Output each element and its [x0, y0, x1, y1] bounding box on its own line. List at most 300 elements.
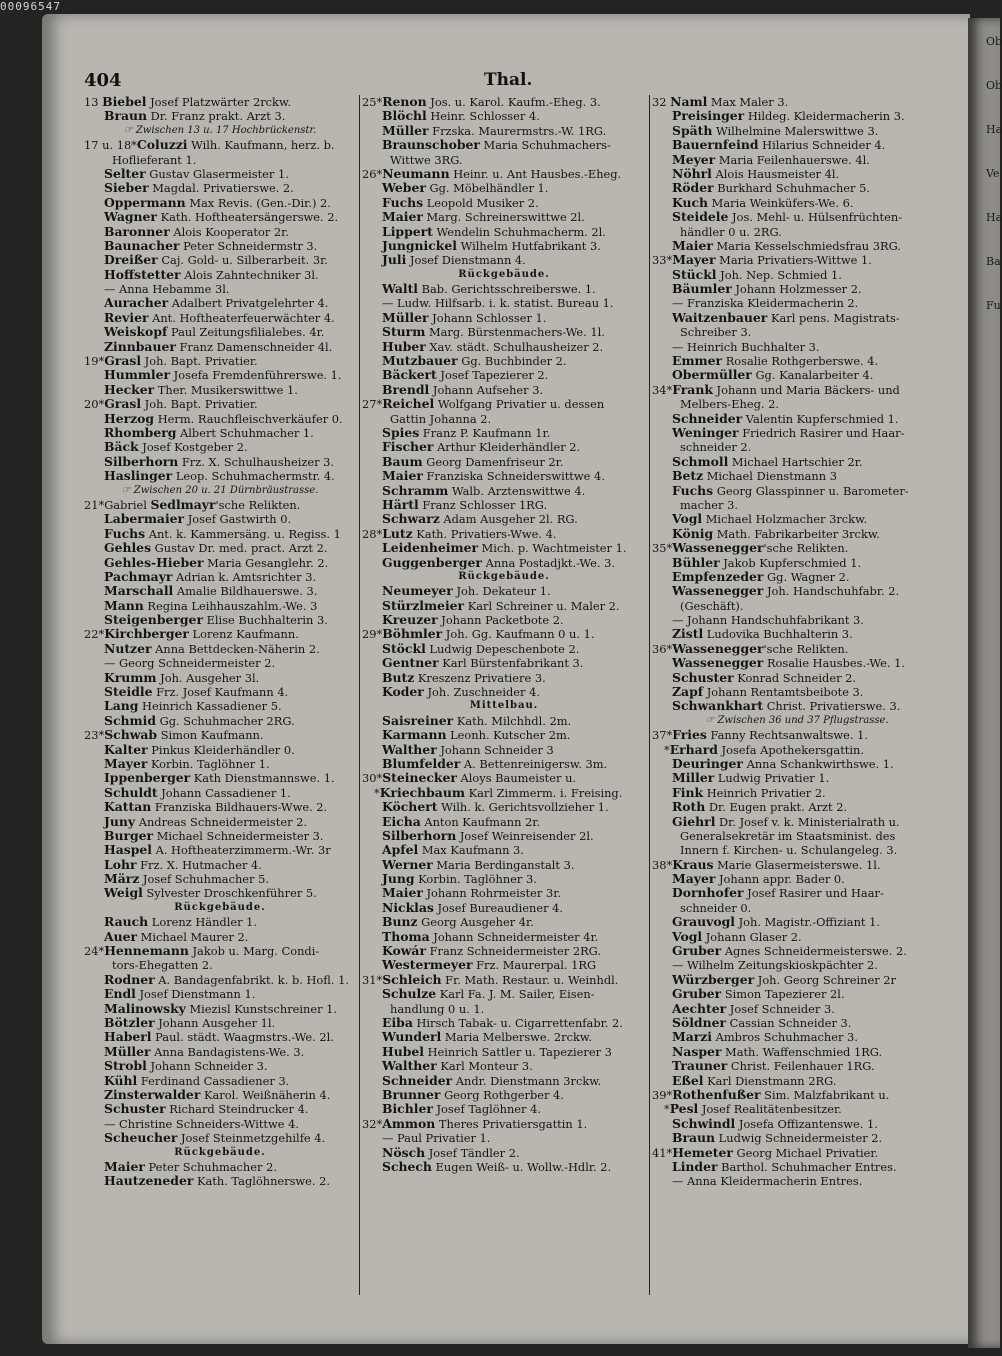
entry-details: Pinkus Kleiderhändler 0.	[147, 742, 295, 757]
directory-entry	[84, 1131, 356, 1145]
directory-entry	[652, 412, 942, 426]
entry-details: Caj. Gold- u. Silberarbeit. 3r.	[157, 253, 328, 268]
facing-page-fragment: Ob	[986, 79, 1002, 92]
directory-entry	[362, 1088, 646, 1102]
directory-entry	[84, 311, 356, 325]
entry-details: Innern f. Kirchen- u. Schulangeleg. 3.	[680, 843, 898, 858]
directory-entry	[362, 901, 646, 915]
resident-name: Silberhorn	[104, 453, 179, 469]
directory-entry	[652, 815, 942, 829]
entry-details: Georg Damenfriseur 2r.	[422, 454, 564, 469]
resident-name: Dornhofer	[672, 885, 744, 901]
resident-name: Kreuzer	[382, 612, 438, 628]
entry-details: — Ludw. Hilfsarb. i. k. statist. Bureau 1.	[382, 296, 614, 311]
entry-details: Hilarius Schneider 4.	[758, 138, 886, 153]
directory-entry	[362, 743, 646, 757]
resident-name: Naml	[670, 94, 708, 109]
entry-details: Andr. Dienstmann 3rckw.	[452, 1073, 602, 1088]
entry-details: Frz. X. Hutmacher 4.	[136, 857, 262, 872]
entry-details: handlung 0 u. 1.	[390, 1001, 485, 1016]
entry-details: — Anna Kleidermacherin Entres.	[672, 1174, 863, 1189]
resident-name: Gruber	[672, 943, 722, 959]
directory-entry	[652, 340, 942, 354]
entry-details: Frz. X. Schulhausheizer 3.	[178, 454, 335, 469]
entry-details: Elise Buchhalterin 3.	[202, 613, 328, 628]
directory-entry	[362, 786, 646, 800]
directory-entry	[362, 829, 646, 843]
resident-name: Böhmler	[382, 626, 443, 642]
directory-entry	[652, 397, 942, 411]
entry-details: 'sche Relikten.	[763, 541, 849, 556]
entry-details: Josef Weinreisender 2l.	[456, 828, 594, 843]
directory-entry	[652, 570, 942, 584]
resident-name: Späth	[672, 122, 713, 138]
resident-name: Thoma	[382, 928, 430, 944]
resident-name: Kalter	[104, 741, 148, 757]
house-number: *	[664, 1102, 670, 1117]
entry-details: Josefa Offizantenswe. 1.	[735, 1116, 878, 1131]
directory-entry	[84, 512, 356, 526]
directory-entry	[652, 138, 942, 152]
directory-column-3	[652, 95, 942, 1300]
resident-name: Rodner	[104, 971, 155, 987]
directory-entry	[362, 958, 646, 972]
house-number: 24*	[84, 944, 105, 959]
entry-details: Maria Berdinganstalt 3.	[432, 857, 575, 872]
directory-entry	[652, 484, 942, 498]
resident-name: Schech	[382, 1158, 432, 1174]
facing-page-fragment: Ha	[986, 211, 1002, 224]
running-head: Thal.	[484, 70, 533, 90]
entry-details: Mich. p. Wachtmeister 1.	[477, 541, 627, 556]
directory-entry	[362, 642, 646, 656]
directory-entry	[362, 771, 646, 785]
entry-details: Karl Dienstmann 2RG.	[703, 1073, 837, 1088]
directory-entry	[362, 354, 646, 368]
directory-entry	[652, 253, 942, 267]
directory-entry	[652, 512, 942, 526]
entry-details: Joh. Bapt. Privatier.	[141, 397, 258, 412]
directory-entry	[84, 800, 356, 814]
house-number: 28*	[362, 526, 383, 541]
directory-entry	[84, 757, 356, 771]
entry-details: Ther. Musikerswittwe 1.	[154, 382, 298, 397]
entry-details: Heinrich Kassadiener 5.	[138, 699, 282, 714]
resident-name: Bühler	[672, 554, 720, 570]
entry-details: Michael Holzmacher 3rckw.	[702, 512, 868, 527]
entry-details: Joh. Dekateur 1.	[452, 584, 551, 599]
resident-name: Brunner	[382, 1086, 441, 1102]
resident-name: Jungnickel	[382, 237, 457, 253]
directory-entry	[84, 786, 356, 800]
directory-entry	[84, 771, 356, 785]
house-number: 30*	[362, 771, 383, 786]
entry-details: Dr. Josef v. k. Ministerialrath u.	[715, 814, 900, 829]
resident-name: Endl	[104, 986, 136, 1002]
resident-name: Fink	[672, 784, 704, 800]
directory-entry	[652, 656, 942, 670]
entry-details: Kath. Taglöhnerswe. 2.	[193, 1174, 331, 1189]
directory-entry	[362, 498, 646, 512]
resident-name: Zinsterwalder	[104, 1086, 201, 1102]
entry-details: Walb. Arztenswittwe 4.	[448, 483, 586, 498]
directory-entry	[362, 987, 646, 1001]
directory-entry	[652, 1131, 942, 1145]
resident-name: Eicha	[382, 813, 421, 829]
directory-entry	[362, 455, 646, 469]
directory-entry	[652, 109, 942, 123]
entry-details: Maria Kesselschmiedsfrau 3RG.	[712, 238, 901, 253]
directory-entry	[84, 469, 356, 483]
entry-details: Ludwig Schneidermeister 2.	[715, 1131, 883, 1146]
house-number: 20*	[84, 397, 105, 412]
entry-details: Anna Bandagistens-We. 3.	[150, 1044, 305, 1059]
entry-details: Joh. Zuschneider 4.	[423, 685, 540, 700]
directory-entry	[362, 613, 646, 627]
resident-name: Söldner	[672, 1015, 727, 1030]
resident-name: Gruber	[672, 986, 722, 1002]
entry-details: Math. Waffenschmied 1RG.	[721, 1044, 883, 1059]
directory-entry	[652, 829, 942, 843]
resident-name: Neumeyer	[382, 583, 453, 599]
entry-details: Josef Realitätenbesitzer.	[698, 1102, 842, 1117]
directory-entry	[362, 440, 646, 454]
directory-entry	[84, 268, 356, 282]
resident-name: Sieber	[104, 180, 149, 196]
directory-entry	[362, 1059, 646, 1073]
entry-details: Georg Glasspinner u. Barometer-	[713, 483, 909, 498]
directory-entry	[362, 1131, 646, 1145]
section-heading: Rückgebäude.	[458, 268, 550, 280]
resident-name: Schwindl	[672, 1115, 736, 1131]
directory-entry	[84, 584, 356, 598]
entry-details: Adam Ausgeher 2l. RG.	[439, 512, 578, 527]
resident-name: Neumann	[382, 165, 450, 181]
entry-details: Johann appr. Bader 0.	[715, 872, 845, 887]
resident-name: Brendl	[382, 381, 430, 397]
entry-details: Max Revis. (Gen.-Dir.) 2.	[185, 195, 331, 210]
house-number: 21*Gabriel	[84, 497, 151, 512]
entry-details: Herm. Rauchfleischverkäufer 0.	[154, 411, 343, 426]
resident-name: Weigl	[104, 885, 143, 901]
entry-details: Dr. Eugen prakt. Arzt 2.	[705, 800, 848, 815]
entry-details: Michael Maurer 2.	[137, 929, 249, 944]
resident-name: Rauch	[104, 914, 149, 930]
resident-name: Marzi	[672, 1029, 713, 1045]
entry-details: Michael Hartschier 2r.	[728, 454, 863, 469]
facing-page-fragment: Fu	[986, 299, 1001, 312]
entry-details: Josef Schneider 3.	[726, 1001, 835, 1016]
entry-details: Ferdinand Cassadiener 3.	[137, 1073, 290, 1088]
entry-details: Fanny Rechtsanwaltswe. 1.	[706, 728, 868, 743]
entry-details: Schreiber 3.	[680, 325, 752, 340]
section-heading: Rückgebäude.	[174, 1146, 266, 1158]
entry-details: Gustav Dr. med. pract. Arzt 2.	[151, 541, 328, 556]
resident-name: Maier	[104, 1158, 145, 1174]
entry-details: — Wilhelm Zeitungskioskpächter 2.	[672, 958, 878, 973]
resident-name: Weiskopf	[104, 324, 168, 340]
directory-entry	[84, 1160, 356, 1174]
resident-name: Grauvogl	[672, 914, 735, 930]
directory-entry	[362, 685, 646, 699]
entry-details: macher 3.	[680, 497, 738, 512]
directory-entry	[84, 368, 356, 382]
directory-entry	[652, 239, 942, 253]
directory-entry	[362, 714, 646, 728]
facing-page-edge	[968, 18, 1000, 1348]
entry-details: Gg. Schuhmacher 2RG.	[155, 713, 295, 728]
directory-entry	[652, 613, 942, 627]
resident-name: Sedlmayr	[150, 496, 216, 512]
resident-name: Kattan	[104, 799, 152, 815]
entry-details: Jakob u. Marg. Condi-	[188, 944, 320, 959]
resident-name: Fuchs	[104, 525, 146, 541]
entry-details: Maria Feilenhauerswe. 4l.	[715, 152, 870, 167]
resident-name: Blumfelder	[382, 755, 461, 771]
resident-name: Hummler	[104, 367, 171, 383]
resident-name: Labermaier	[104, 511, 185, 527]
entry-details: Richard Steindrucker 4.	[165, 1102, 309, 1117]
entry-details: Heinr. u. Ant Hausbes.-Eheg.	[449, 166, 622, 181]
directory-entry	[362, 1117, 646, 1131]
entry-details: Gg. Buchbinder 2.	[457, 354, 567, 369]
resident-name: Kowár	[382, 943, 426, 959]
entry-details: Ant. Hoftheaterfeuerwächter 4.	[148, 310, 335, 325]
entry-details: Georg Michael Privatier.	[732, 1145, 879, 1160]
entry-details: Lorenz Kaufmann.	[188, 627, 299, 642]
directory-entry	[362, 1002, 646, 1016]
entry-details: Josef Dienstmann 4.	[406, 253, 526, 268]
cross-street-note: ☞ Zwischen 20 u. 21 Dürnbräustrasse.	[121, 484, 319, 496]
entry-details: Johann Schneidermeister 4r.	[429, 929, 599, 944]
house-number: 31*	[362, 972, 383, 987]
resident-name: Schwarz	[382, 511, 440, 527]
directory-entry	[362, 325, 646, 339]
directory-entry	[362, 196, 646, 210]
house-number: 19*	[84, 354, 105, 369]
directory-entry	[84, 915, 356, 929]
resident-name: Roth	[672, 799, 706, 815]
house-number: 17 u. 18*	[84, 138, 137, 153]
directory-entry	[84, 1016, 356, 1030]
resident-name: Zapf	[672, 684, 704, 700]
resident-name: Dreißer	[104, 252, 158, 268]
directory-entry	[84, 397, 356, 411]
directory-entry	[652, 886, 942, 900]
entry-details: Karl pens. Magistrats-	[767, 310, 900, 325]
facing-page-fragment: Ve	[986, 167, 1000, 180]
directory-entry	[652, 915, 942, 929]
resident-name: Vogl	[672, 511, 703, 527]
directory-entry	[84, 440, 356, 454]
resident-name: Haberl	[104, 1029, 152, 1045]
resident-name: Bauernfeind	[672, 137, 759, 153]
entry-details: Anna Bettdecken-Näherin 2.	[151, 641, 320, 656]
entry-details: Josef Taglöhner 4.	[432, 1102, 541, 1117]
directory-entry	[84, 599, 356, 613]
directory-entry	[84, 253, 356, 267]
entry-details: Joh. Ausgeher 3l.	[156, 670, 260, 685]
entry-details: — Paul Privatier 1.	[382, 1131, 491, 1146]
entry-details: Wilh. Kaufmann, herz. b.	[187, 138, 335, 153]
entry-details: Johann Rohrmeister 3r.	[422, 886, 562, 901]
directory-entry	[362, 757, 646, 771]
resident-name: Kriechbaum	[379, 784, 465, 800]
directory-entry	[362, 383, 646, 397]
directory-entry	[84, 225, 356, 239]
directory-entry	[652, 1002, 942, 1016]
resident-name: Wagner	[104, 209, 157, 225]
entry-details: händler 0 u. 2RG.	[680, 224, 782, 239]
entry-details: Paul Zeitungsfilialebes. 4r.	[167, 325, 325, 340]
resident-name: König	[672, 525, 714, 541]
resident-name: Butz	[382, 669, 415, 685]
directory-entry	[84, 556, 356, 570]
entry-details: Karol. Weißnäherin 4.	[200, 1087, 331, 1102]
entry-details: Joh. Georg Schreiner 2r	[754, 972, 897, 987]
directory-entry	[84, 627, 356, 641]
resident-name: Lutz	[382, 525, 413, 541]
directory-entry	[652, 1117, 942, 1131]
entry-details: Josef Steinmetzgehilfe 4.	[177, 1131, 326, 1146]
entry-details: Peter Schneidermstr 3.	[179, 238, 318, 253]
entry-details: Franz Schlosser 1RG.	[418, 497, 548, 512]
resident-name: Zinnbauer	[104, 338, 176, 354]
entry-details: Frz. Josef Kaufmann 4.	[152, 685, 289, 700]
section-heading: Rückgebäude.	[174, 901, 266, 913]
directory-entry	[362, 181, 646, 195]
entry-details: Adalbert Privatgelehrter 4.	[168, 296, 329, 311]
resident-name: Vogl	[672, 928, 703, 944]
entry-details: Gg. Kanalarbeiter 4.	[751, 368, 874, 383]
directory-entry	[362, 886, 646, 900]
resident-name: Eßel	[672, 1072, 704, 1088]
entry-details: Josef Tändler 2.	[425, 1145, 520, 1160]
entry-details: Lorenz Händler 1.	[148, 915, 258, 930]
directory-entry	[362, 426, 646, 440]
entry-details: Ambros Schuhmacher 3.	[712, 1030, 858, 1045]
entry-details: (Geschäft).	[680, 598, 744, 613]
entry-details: Maria Schuhmachers-	[479, 138, 611, 153]
directory-entry	[652, 268, 942, 282]
resident-name: Maier	[672, 237, 713, 253]
entry-details: Adrian k. Amtsrichter 3.	[172, 569, 317, 584]
entry-details: Frzska. Maurermstrs.-W. 1RG.	[428, 123, 607, 138]
resident-name: Mayer	[672, 252, 716, 268]
resident-name: Huber	[382, 338, 426, 354]
house-number: 32	[652, 95, 671, 109]
facing-page-fragment: Ba	[986, 255, 1001, 268]
directory-entry	[84, 973, 356, 987]
directory-entry	[362, 1030, 646, 1044]
directory-entry	[84, 167, 356, 181]
resident-name: Schneider	[672, 410, 743, 426]
resident-name: Lang	[104, 698, 139, 714]
resident-name: Baum	[382, 453, 423, 469]
resident-name: Juli	[382, 252, 407, 268]
resident-name: Burger	[104, 827, 154, 843]
directory-entry	[362, 556, 646, 570]
resident-name: Reichel	[382, 396, 435, 412]
directory-entry	[84, 383, 356, 397]
entry-details: Sylvester Droschkenführer 5.	[142, 886, 317, 901]
entry-details: Georg Rothgerber 4.	[440, 1087, 564, 1102]
directory-entry	[652, 973, 942, 987]
directory-entry	[652, 455, 942, 469]
resident-name: Scheucher	[104, 1130, 178, 1146]
directory-entry	[362, 527, 646, 541]
entry-details: Wolfgang Privatier u. dessen	[434, 397, 605, 412]
directory-entry	[652, 699, 942, 713]
directory-entry	[362, 282, 646, 296]
resident-name: Blöchl	[382, 108, 427, 124]
entry-details: Johann Ausgeher 1l.	[154, 1016, 276, 1030]
entry-details: Paul. städt. Waagmstrs.-We. 2l.	[151, 1030, 334, 1045]
entry-details: Xav. städt. Schulhausheizer 2.	[425, 339, 604, 354]
resident-name: Gentner	[382, 655, 439, 671]
resident-name: Steinecker	[382, 770, 457, 786]
entry-details: Ludwig Privatier 1.	[714, 771, 830, 786]
resident-name: Schmid	[104, 712, 156, 728]
directory-entry	[84, 412, 356, 426]
house-number: 13	[84, 95, 103, 109]
entry-details: Alois Kooperator 2r.	[169, 224, 289, 239]
resident-name: Coluzzi	[136, 137, 188, 153]
entry-details: 'sche Relikten.	[763, 641, 849, 656]
resident-name: Guggenberger	[382, 554, 482, 570]
entry-details: Marie Glasermeisterswe. 1l.	[713, 857, 881, 872]
directory-entry	[362, 95, 646, 109]
directory-entry	[84, 498, 356, 512]
directory-entry	[84, 153, 356, 167]
resident-name: Kraus	[672, 856, 714, 872]
resident-name: Walther	[382, 1058, 437, 1074]
directory-entry	[362, 973, 646, 987]
directory-entry	[652, 930, 942, 944]
entry-details: Alois Hausmeister 4l.	[711, 166, 840, 181]
resident-name: Ippenberger	[104, 770, 191, 786]
resident-name: Mayer	[104, 755, 148, 771]
entry-details: Generalsekretär im Staatsminist. des	[680, 828, 896, 843]
house-number: 38*	[652, 857, 673, 872]
resident-name: Bäckert	[382, 367, 437, 383]
entry-details: Kath. Privatiers-Wwe. 4.	[412, 526, 557, 541]
house-number: 25*	[362, 95, 383, 109]
entry-details: Kath. Hoftheatersängerswe. 2.	[156, 210, 339, 225]
resident-name: Steidle	[104, 684, 153, 700]
resident-name: Schramm	[382, 482, 449, 498]
resident-name: Nöhrl	[672, 165, 712, 181]
directory-entry	[84, 426, 356, 440]
entry-details: Bab. Gerichtsschreiberswe. 1.	[418, 282, 596, 297]
house-number: *	[664, 742, 670, 757]
resident-name: Krumm	[104, 669, 157, 685]
entry-details: Fr. Math. Restaur. u. Weinhdl.	[441, 972, 619, 987]
directory-entry	[652, 368, 942, 382]
cross-street-note: ☞ Zwischen 13 u. 17 Hochbrückenstr.	[123, 124, 317, 136]
resident-name: Hubel	[382, 1043, 424, 1059]
resident-name: Walther	[382, 741, 437, 757]
directory-entry	[362, 656, 646, 670]
directory-entry	[84, 987, 356, 1001]
house-number: 32*	[362, 1116, 383, 1131]
resident-name: Wassenegger	[672, 655, 764, 671]
entry-details: tors-Ehegatten 2.	[112, 958, 213, 973]
entry-details: — Anna Hebamme 3l.	[104, 282, 230, 297]
entry-details: Karl Schreiner u. Maler 2.	[464, 598, 620, 613]
directory-entry	[84, 642, 356, 656]
entry-details: Hoflieferant 1.	[112, 152, 197, 167]
